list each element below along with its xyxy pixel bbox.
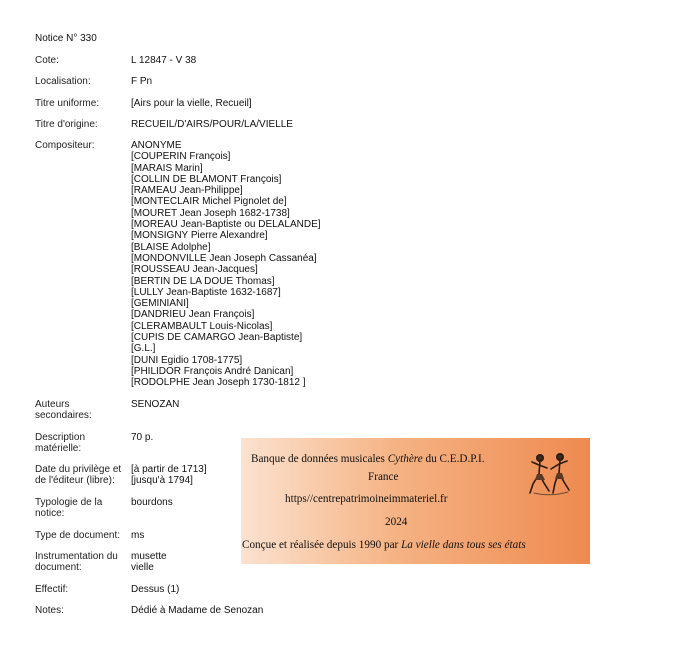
field-label: Instrumentation du document: (35, 551, 118, 574)
banner-country: France (368, 471, 399, 483)
composer-item: ANONYME (131, 140, 182, 151)
composer-item: [PHILIDOR François André Danican] (131, 365, 294, 377)
field-label: Auteurs secondaires: (35, 399, 92, 422)
composer-item: [DANDRIEU Jean François] (131, 309, 255, 321)
composer-item: [DUNI Egidio 1708-1775] (131, 354, 243, 366)
field-label: Compositeur: (35, 140, 95, 151)
field-value: L 12847 - V 38 (131, 55, 197, 66)
composer-item: [GEMINIANI] (131, 298, 189, 310)
composer-item: [CUPIS DE CAMARGO Jean-Baptiste] (131, 332, 303, 344)
composer-item: [RAMEAU Jean-Philippe] (131, 185, 243, 197)
field-value: SENOZAN (131, 399, 180, 410)
composer-item: [MONDONVILLE Jean Joseph Cassanéa] (131, 252, 317, 264)
composer-item: [RODOLPHE Jean Joseph 1730-1812 ] (131, 377, 306, 389)
field-label: Titre uniforme: (35, 98, 100, 109)
composer-item: [MOREAU Jean-Baptiste ou DELALANDE] (131, 219, 321, 231)
field-value: bourdons (131, 497, 173, 508)
field-label: Effectif: (35, 584, 69, 595)
composer-item: [G.L.] (131, 343, 156, 355)
composer-item: [ROUSSEAU Jean-Jacques] (131, 264, 258, 276)
banner-url[interactable]: https//centrepatrimoineimmateriel.fr (285, 493, 448, 505)
field-value: [Airs pour la vielle, Recueil] (131, 98, 252, 109)
banner-year: 2024 (385, 516, 408, 528)
field-label: Description matérielle: (35, 432, 86, 455)
field-value: 70 p. (131, 432, 154, 443)
field-value: musette vielle (131, 551, 167, 574)
composer-item: [LULLY Jean-Baptiste 1632-1687] (131, 286, 281, 298)
dancers-engraving-icon (526, 450, 574, 498)
field-value: [à partir de 1713] [jusqu'à 1794] (131, 464, 207, 487)
composer-item: [BLAISE Adolphe] (131, 241, 211, 253)
notice-title: Notice N° 330 (35, 33, 97, 44)
banner-credit: Conçue et réalisée depuis 1990 par La vielle dans tous ses états (242, 539, 526, 551)
field-label: Notes: (35, 605, 64, 616)
composer-item: [MOURET Jean Joseph 1682-1738] (131, 207, 290, 219)
banner-title: Banque de données musicales Cythère du C.E.D.P.I. (251, 453, 485, 465)
field-label: Titre d'origine: (35, 119, 98, 130)
field-label: Typologie de la notice: (35, 497, 103, 520)
composer-item: [COLLIN DE BLAMONT François] (131, 173, 282, 185)
field-value: Dédié à Madame de Senozan (131, 605, 264, 616)
composer-item: [MONSIGNY Pierre Alexandre] (131, 230, 268, 242)
composer-list (131, 140, 321, 389)
composer-item: [MARAIS Marin] (131, 162, 203, 174)
field-value: Dessus (1) (131, 584, 180, 595)
field-value: ms (131, 530, 145, 541)
composer-item: [MONTECLAIR Michel Pignolet de] (131, 196, 287, 208)
field-label: Cote: (35, 55, 59, 66)
composer-item: [BERTIN DE LA DOUE Thomas] (131, 275, 275, 287)
cythere-banner (241, 438, 590, 564)
field-label: Date du privilège et de l'éditeur (libre): (35, 464, 122, 487)
field-label: Localisation: (35, 76, 91, 87)
field-value: F Pn (131, 76, 153, 87)
composer-item: [CLERAMBAULT Louis-Nicolas] (131, 320, 273, 332)
composer-item: [COUPERIN François] (131, 151, 231, 163)
field-value: RECUEIL/D'AIRS/POUR/LA/VIELLE (131, 119, 293, 130)
field-label: Type de document: (35, 530, 121, 541)
